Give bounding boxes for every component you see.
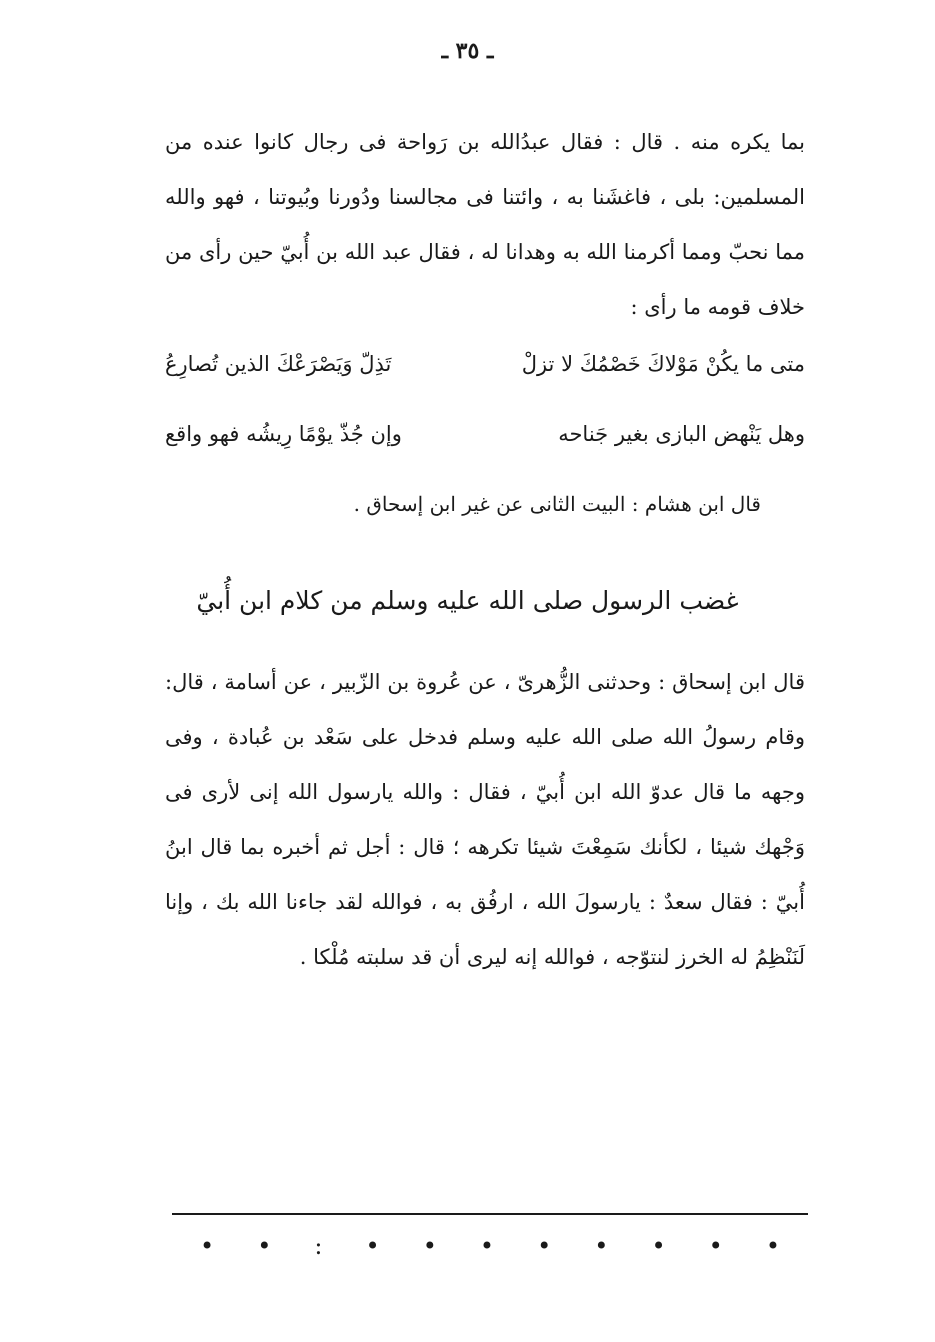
footer-mark: • (594, 1232, 609, 1260)
verse-second-hemistich: وإن جُذّ يوْمًا رِيشُه فهو واقع (165, 422, 402, 446)
ibn-hisham-note: قال ابن هشام : البيت الثانى عن غير ابن إسحاق . (353, 492, 761, 516)
body-text: قال ابن إسحاق : وحدثنى الزُّهرىّ ، عن عُروة بن الزّبير ، عن أسامة ، قال: وقام رسولُ الله صلى الله عليه وسلم فدخل على سَعْد بن عُبادة ، وفى وجهه ما قال عدوّ الله ابن أُبيّ ، فقال : والله يارسول الله إنى لأرى فى وَجْهك شيئا ، لكأنك سَمِعْتَ شيئا تكرهه ؛ قال : أجل ثم أخبره بما قال ابنُ أُبيّ : فقال سعدٌ : يارسولَ الله ، ارفُق به ، فوالله لقد جاءنا الله بك ، وإنا لَنَنْظِمُ له الخرز لنتوّجه ، فوالله إنه ليرى أن قد سلبته مُلْكا . (165, 670, 805, 969)
verse-line (165, 422, 805, 446)
footer-rule (172, 1213, 808, 1215)
body-paragraph (165, 655, 805, 985)
verse-second-hemistich: تَذِلّ وَيَصْرَعْكَ الذين تُصارِعُ (165, 352, 392, 376)
page-number: ـ ٣٥ ـ (441, 38, 494, 64)
footer-mark: • (200, 1232, 215, 1260)
footer-mark: • (365, 1232, 380, 1260)
verse-line (165, 352, 805, 376)
footer-mark: • (479, 1232, 495, 1260)
intro-text: بما يكره منه . قال : فقال عبدُالله بن رَواحة فى رجال كانوا عنده من المسلمين: بلى ، فاغشَنا به ، وائتنا فى مجالسنا ودُورنا وبُيوتنا ، فهو والله مما نحبّ ومما أكرمنا الله به وهدانا له ، فقال عبد الله بن أُبيّ حين رأى من خلاف قومه ما رأى : (165, 130, 805, 319)
footer-mark: • (765, 1232, 780, 1260)
footer-mark: : (314, 1232, 323, 1260)
footer-mark: • (257, 1232, 272, 1260)
footer-mark: • (422, 1232, 437, 1260)
footer-ornament (200, 1232, 780, 1260)
footer-mark: • (708, 1232, 723, 1260)
footer-mark: • (537, 1232, 552, 1260)
intro-paragraph (165, 115, 805, 335)
footer-mark: • (651, 1232, 666, 1260)
verse-first-hemistich: وهل يَنْهض البازى بغير جَناحه (558, 422, 805, 446)
section-heading: غضب الرسول صلى الله عليه وسلم من كلام ابن أُبيّ (196, 586, 739, 615)
verse-first-hemistich: متى ما يكُنْ مَوْلاكَ خَصْمُكَ لا تزلْ (521, 352, 805, 376)
